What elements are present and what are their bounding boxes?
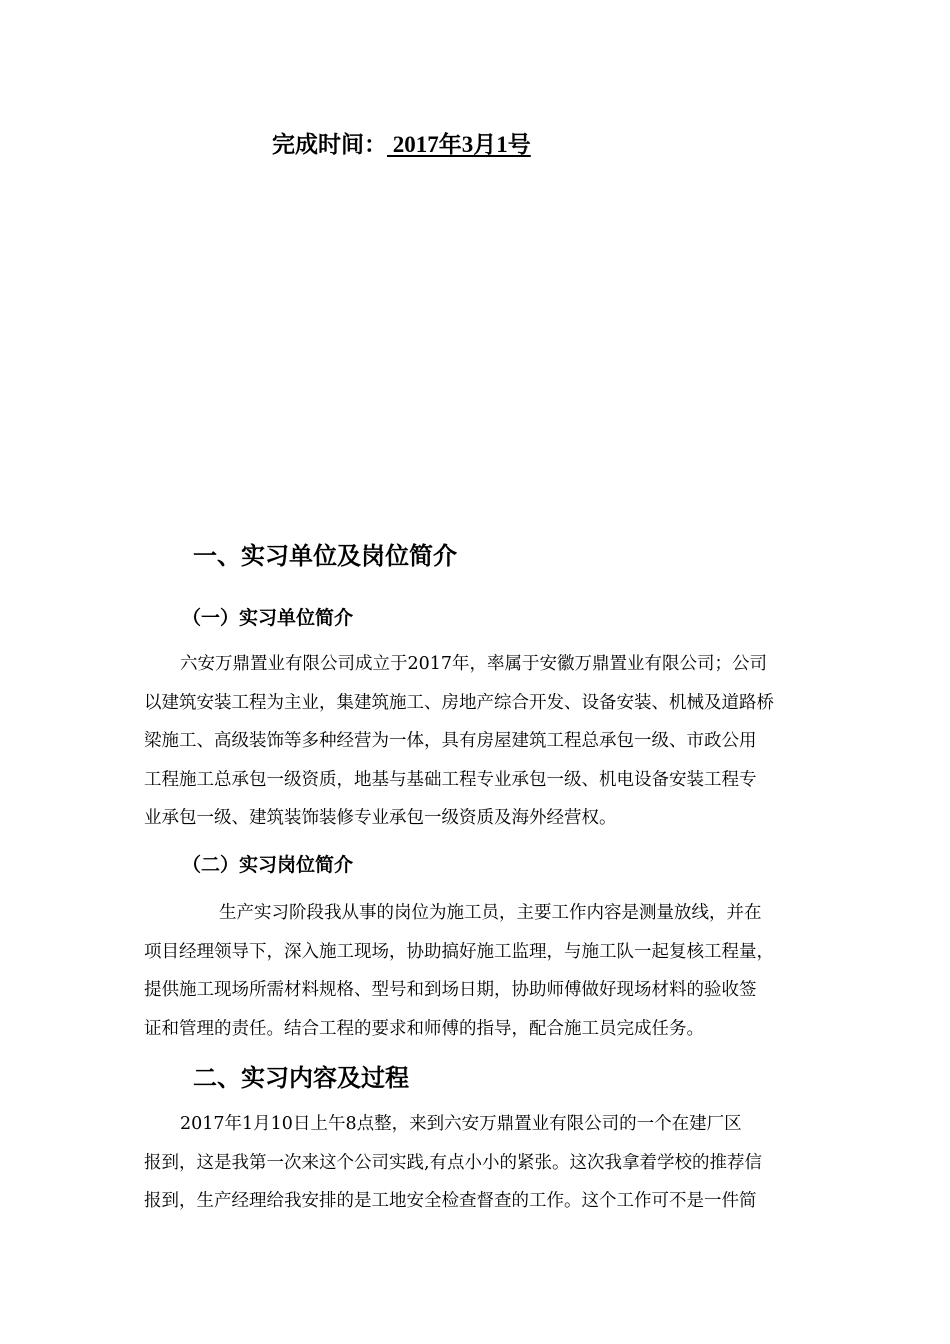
section1-sub1-title: （一）实习单位简介: [182, 607, 354, 629]
paragraph-line: 六安万鼎置业有限公司成立于2017年，率属于安徽万鼎置业有限公司；公司: [180, 654, 768, 674]
paragraph-line: 报到，生产经理给我安排的是工地安全检查督查的工作。这个工作可不是一件简: [144, 1191, 757, 1211]
paragraph-line: 项目经理领导下，深入施工现场，协助搞好施工监理，与施工队一起复核工程量，: [144, 941, 774, 962]
completion-time-label: 完成时间：: [272, 132, 387, 158]
paragraph-line: 报到，这是我第一次来这个公司实践,有点小小的紧张。这次我拿着学校的推荐信: [144, 1152, 763, 1173]
completion-time: [272, 126, 531, 159]
paragraph-line: 生产实习阶段我从事的岗位为施工员，主要工作内容是测量放线，并在: [219, 903, 762, 923]
section1-sub2-title: （二）实习岗位简介: [182, 854, 354, 876]
paragraph-line: 提供施工现场所需材料规格、型号和到场日期，协助师傅做好现场材料的验收签: [144, 980, 757, 1000]
paragraph-line: 2017年1月10日上午8点整，来到六安万鼎置业有限公司的一个在建厂区: [180, 1114, 742, 1134]
section2-title: 二、实习内容及过程: [193, 1064, 409, 1092]
section1-sub2-paragraph: [144, 894, 808, 1048]
paragraph-line: 梁施工、高级装饰等多种经营为一体，具有房屋建筑工程总承包一级、市政公用: [144, 731, 757, 751]
paragraph-line: 证和管理的责任。结合工程的要求和师傅的指导，配合施工员完成任务。: [144, 1018, 704, 1039]
section1-sub1-paragraph: [144, 645, 808, 838]
section1-title: 一、实习单位及岗位简介: [193, 542, 457, 570]
paragraph-line: 工程施工总承包一级资质，地基与基础工程专业承包一级、机电设备安装工程专: [144, 769, 757, 790]
paragraph-line: 业承包一级、建筑装饰装修专业承包一级资质及海外经营权。: [144, 808, 617, 828]
completion-time-date: 2017年3月1号: [387, 132, 531, 157]
section2-paragraph: [144, 1105, 808, 1221]
paragraph-line: 以建筑安装工程为主业，集建筑施工、房地产综合开发、设备安装、机械及道路桥: [144, 692, 774, 713]
